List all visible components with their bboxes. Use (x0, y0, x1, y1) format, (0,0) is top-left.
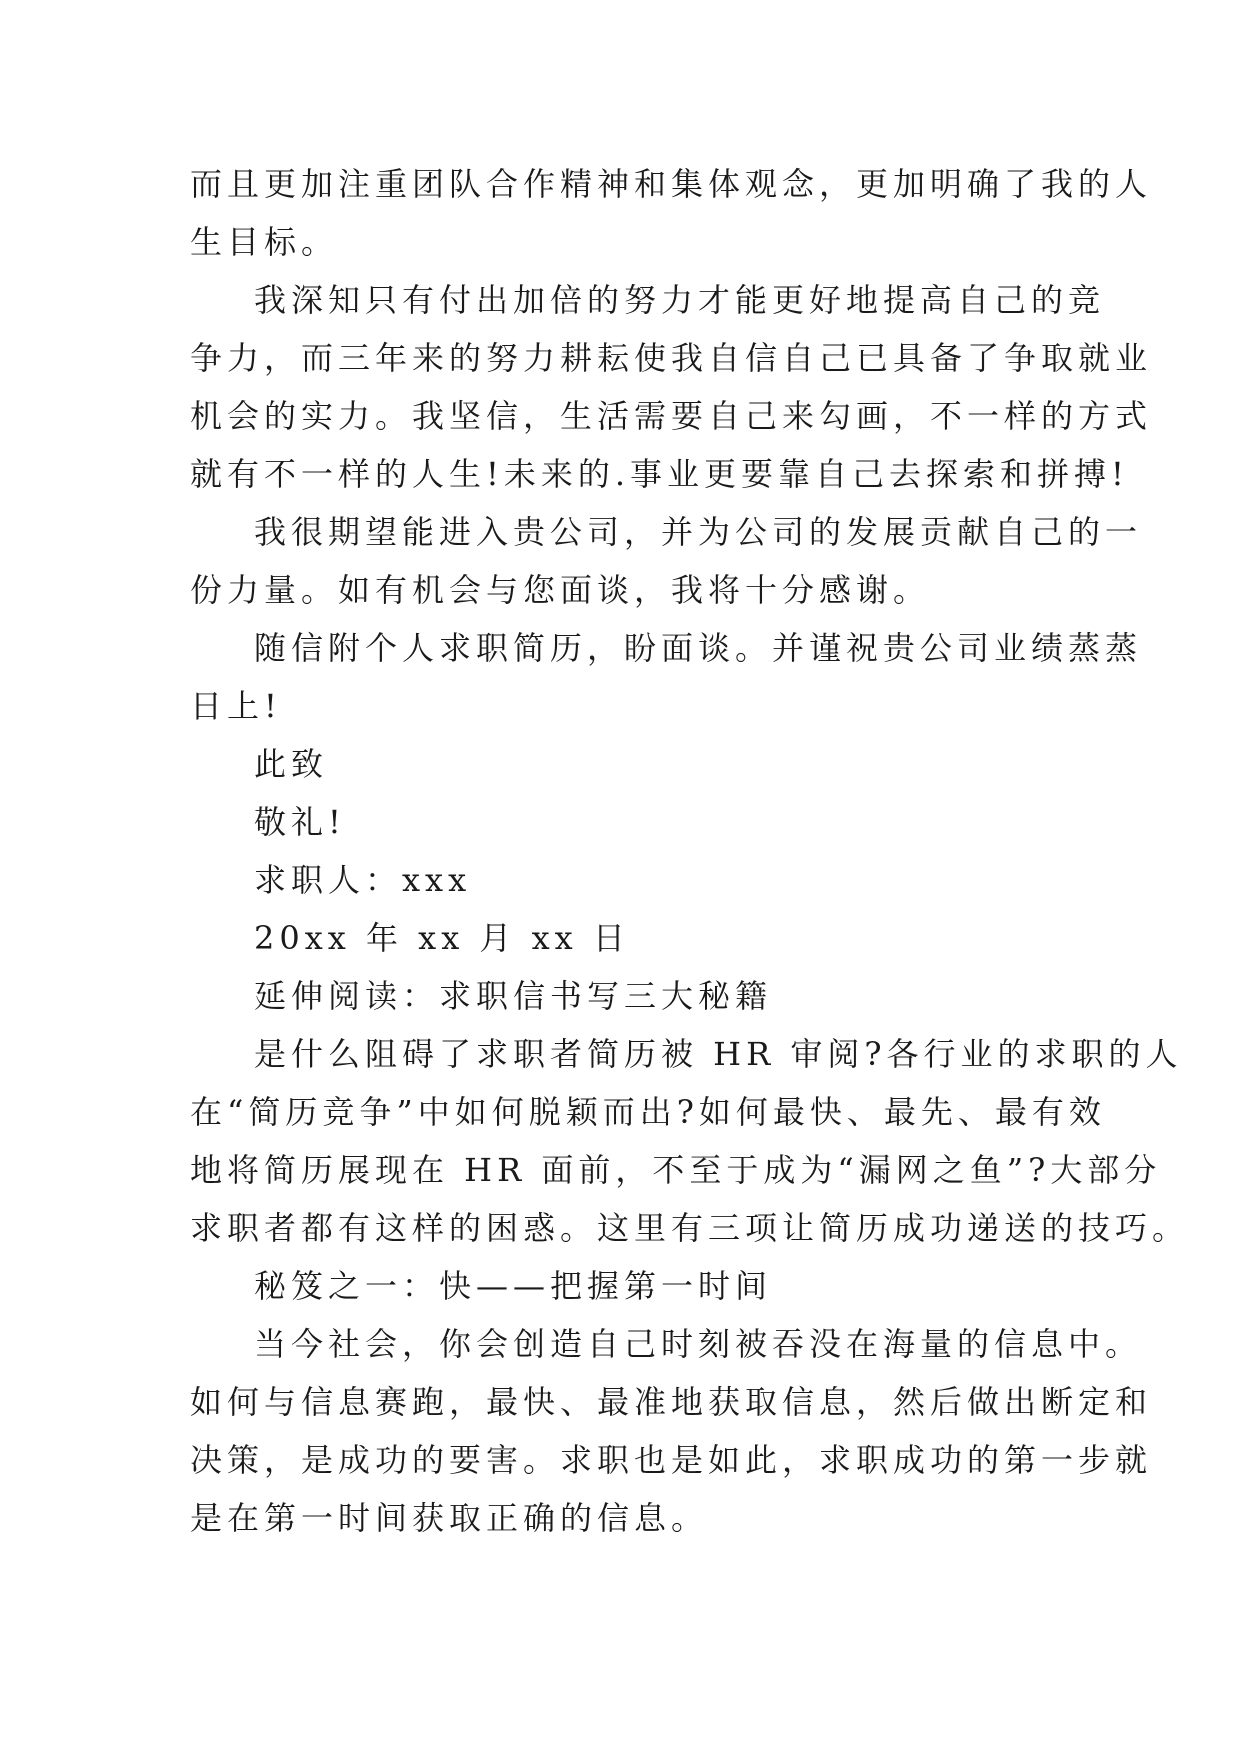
paragraph (190, 1315, 1153, 1547)
text-line: 是在第一时间获取正确的信息。 (190, 1499, 709, 1537)
paragraph (190, 271, 1153, 503)
paragraph (190, 1025, 1190, 1257)
text-line: 是什么阻碍了求职者简历被 HR 审阅?各行业的求职的人 (254, 1035, 1183, 1073)
text-line: 延伸阅读：求职信书写三大秘籍 (254, 977, 773, 1015)
paragraph (190, 155, 1153, 271)
text-line: 争力，而三年来的努力耕耘使我自信自己已具备了争取就业 (190, 339, 1153, 377)
text-line: 如何与信息赛跑，最快、最准地获取信息，然后做出断定和 (190, 1383, 1153, 1421)
text-line: 秘笈之一：快——把握第一时间 (254, 1267, 773, 1305)
text-line: 20xx 年 xx 月 xx 日 (254, 919, 630, 957)
text-line: 地将简历展现在 HR 面前，不至于成为“漏网之鱼”?大部分 (190, 1151, 1162, 1189)
text-line: 求职者都有这样的困惑。这里有三项让简历成功递送的技巧。 (190, 1209, 1190, 1247)
text-line: 我很期望能进入贵公司，并为公司的发展贡献自己的一 (254, 513, 1143, 551)
text-line: 随信附个人求职简历，盼面谈。并谨祝贵公司业绩蒸蒸 (254, 629, 1143, 667)
document-body (190, 155, 1190, 1547)
text-line: 生目标。 (190, 223, 339, 261)
section-heading (190, 967, 1070, 1025)
text-line: 就有不一样的人生!未来的.事业更要靠自己去探索和拼搏! (190, 455, 1129, 493)
letter-date (190, 909, 1070, 967)
closing-respect (190, 793, 1070, 851)
text-line: 此致 (254, 745, 329, 783)
text-line: 求职人：xxx (254, 861, 472, 899)
text-line: 机会的实力。我坚信，生活需要自己来勾画，不一样的方式 (190, 397, 1153, 435)
text-line: 当今社会，你会创造自己时刻被吞没在海量的信息中。 (254, 1325, 1143, 1363)
text-line: 敬礼! (254, 803, 346, 841)
applicant-signature (190, 851, 1070, 909)
text-line: 日上! (190, 687, 282, 725)
text-line: 在“简历竞争”中如何脱颖而出?如何最快、最先、最有效 (190, 1093, 1106, 1131)
subsection-heading (190, 1257, 1070, 1315)
text-line: 份力量。如有机会与您面谈，我将十分感谢。 (190, 571, 931, 609)
text-line: 而且更加注重团队合作精神和集体观念，更加明确了我的人 (190, 165, 1153, 203)
paragraph (190, 503, 1143, 619)
text-line: 我深知只有付出加倍的努力才能更好地提高自己的竞 (254, 281, 1106, 319)
closing-salutation (190, 735, 1070, 793)
text-line: 决策，是成功的要害。求职也是如此，求职成功的第一步就 (190, 1441, 1153, 1479)
paragraph (190, 619, 1143, 735)
